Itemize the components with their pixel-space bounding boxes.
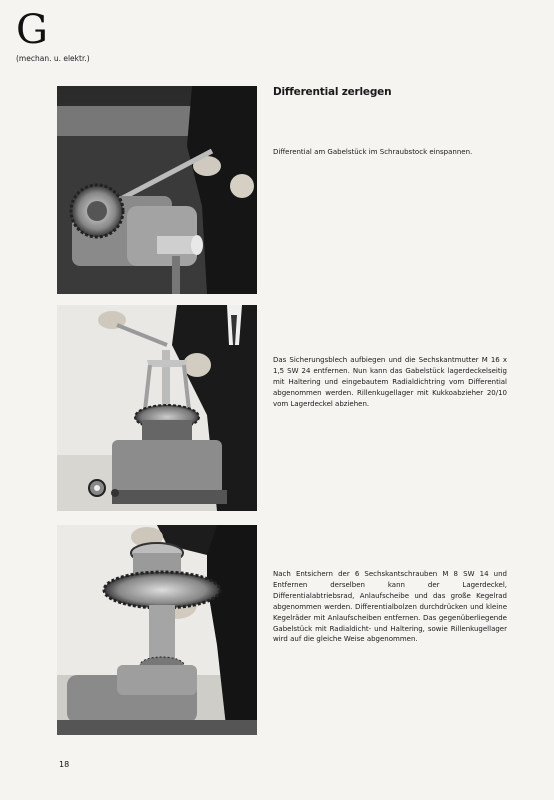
photo-gear-removal <box>57 525 257 735</box>
step-1-text: Differential am Gabelstück im Schraubstock einspannen. <box>273 148 473 156</box>
step-2-text: Das Sicherungsblech aufbiegen und die Sechskantmutter M 16 x 1,5 SW 24 entfernen. Nun kann das Gabelstück lagerdeckelseitig mit Haltering und eingebautem Radialdichtring vom Differential abgenommen werden. Rillenkugellager mit Kukkoabzieher 20/10 vom Lagerdeckel abziehen. <box>273 356 507 408</box>
photo-differential-in-vise <box>57 86 257 294</box>
section-subtitle: (mechan. u. elektr.) <box>16 54 90 63</box>
photo-puller-on-bearing <box>57 305 257 511</box>
step-3-text: Nach Entsichern der 6 Sechskantschrauben M 8 SW 14 und Entfernen derselben kann der Lagerdeckel, Differentialabtriebsrad, Anlaufscheibe und das große Kegelrad abgenommen werden. Differentialbolzen durchdrücken und kleine Kegelräder mit Anlaufscheiben entfernen. Das gegenüberliegende Gabelstück mit Radialdicht- und Haltering, sowie Rillenkugellager wird auf die gleiche Weise abgenommen. <box>273 570 507 644</box>
section-letter: G <box>16 7 48 53</box>
page-title: Differential zerlegen <box>273 86 392 98</box>
page-number: 18 <box>59 760 70 769</box>
